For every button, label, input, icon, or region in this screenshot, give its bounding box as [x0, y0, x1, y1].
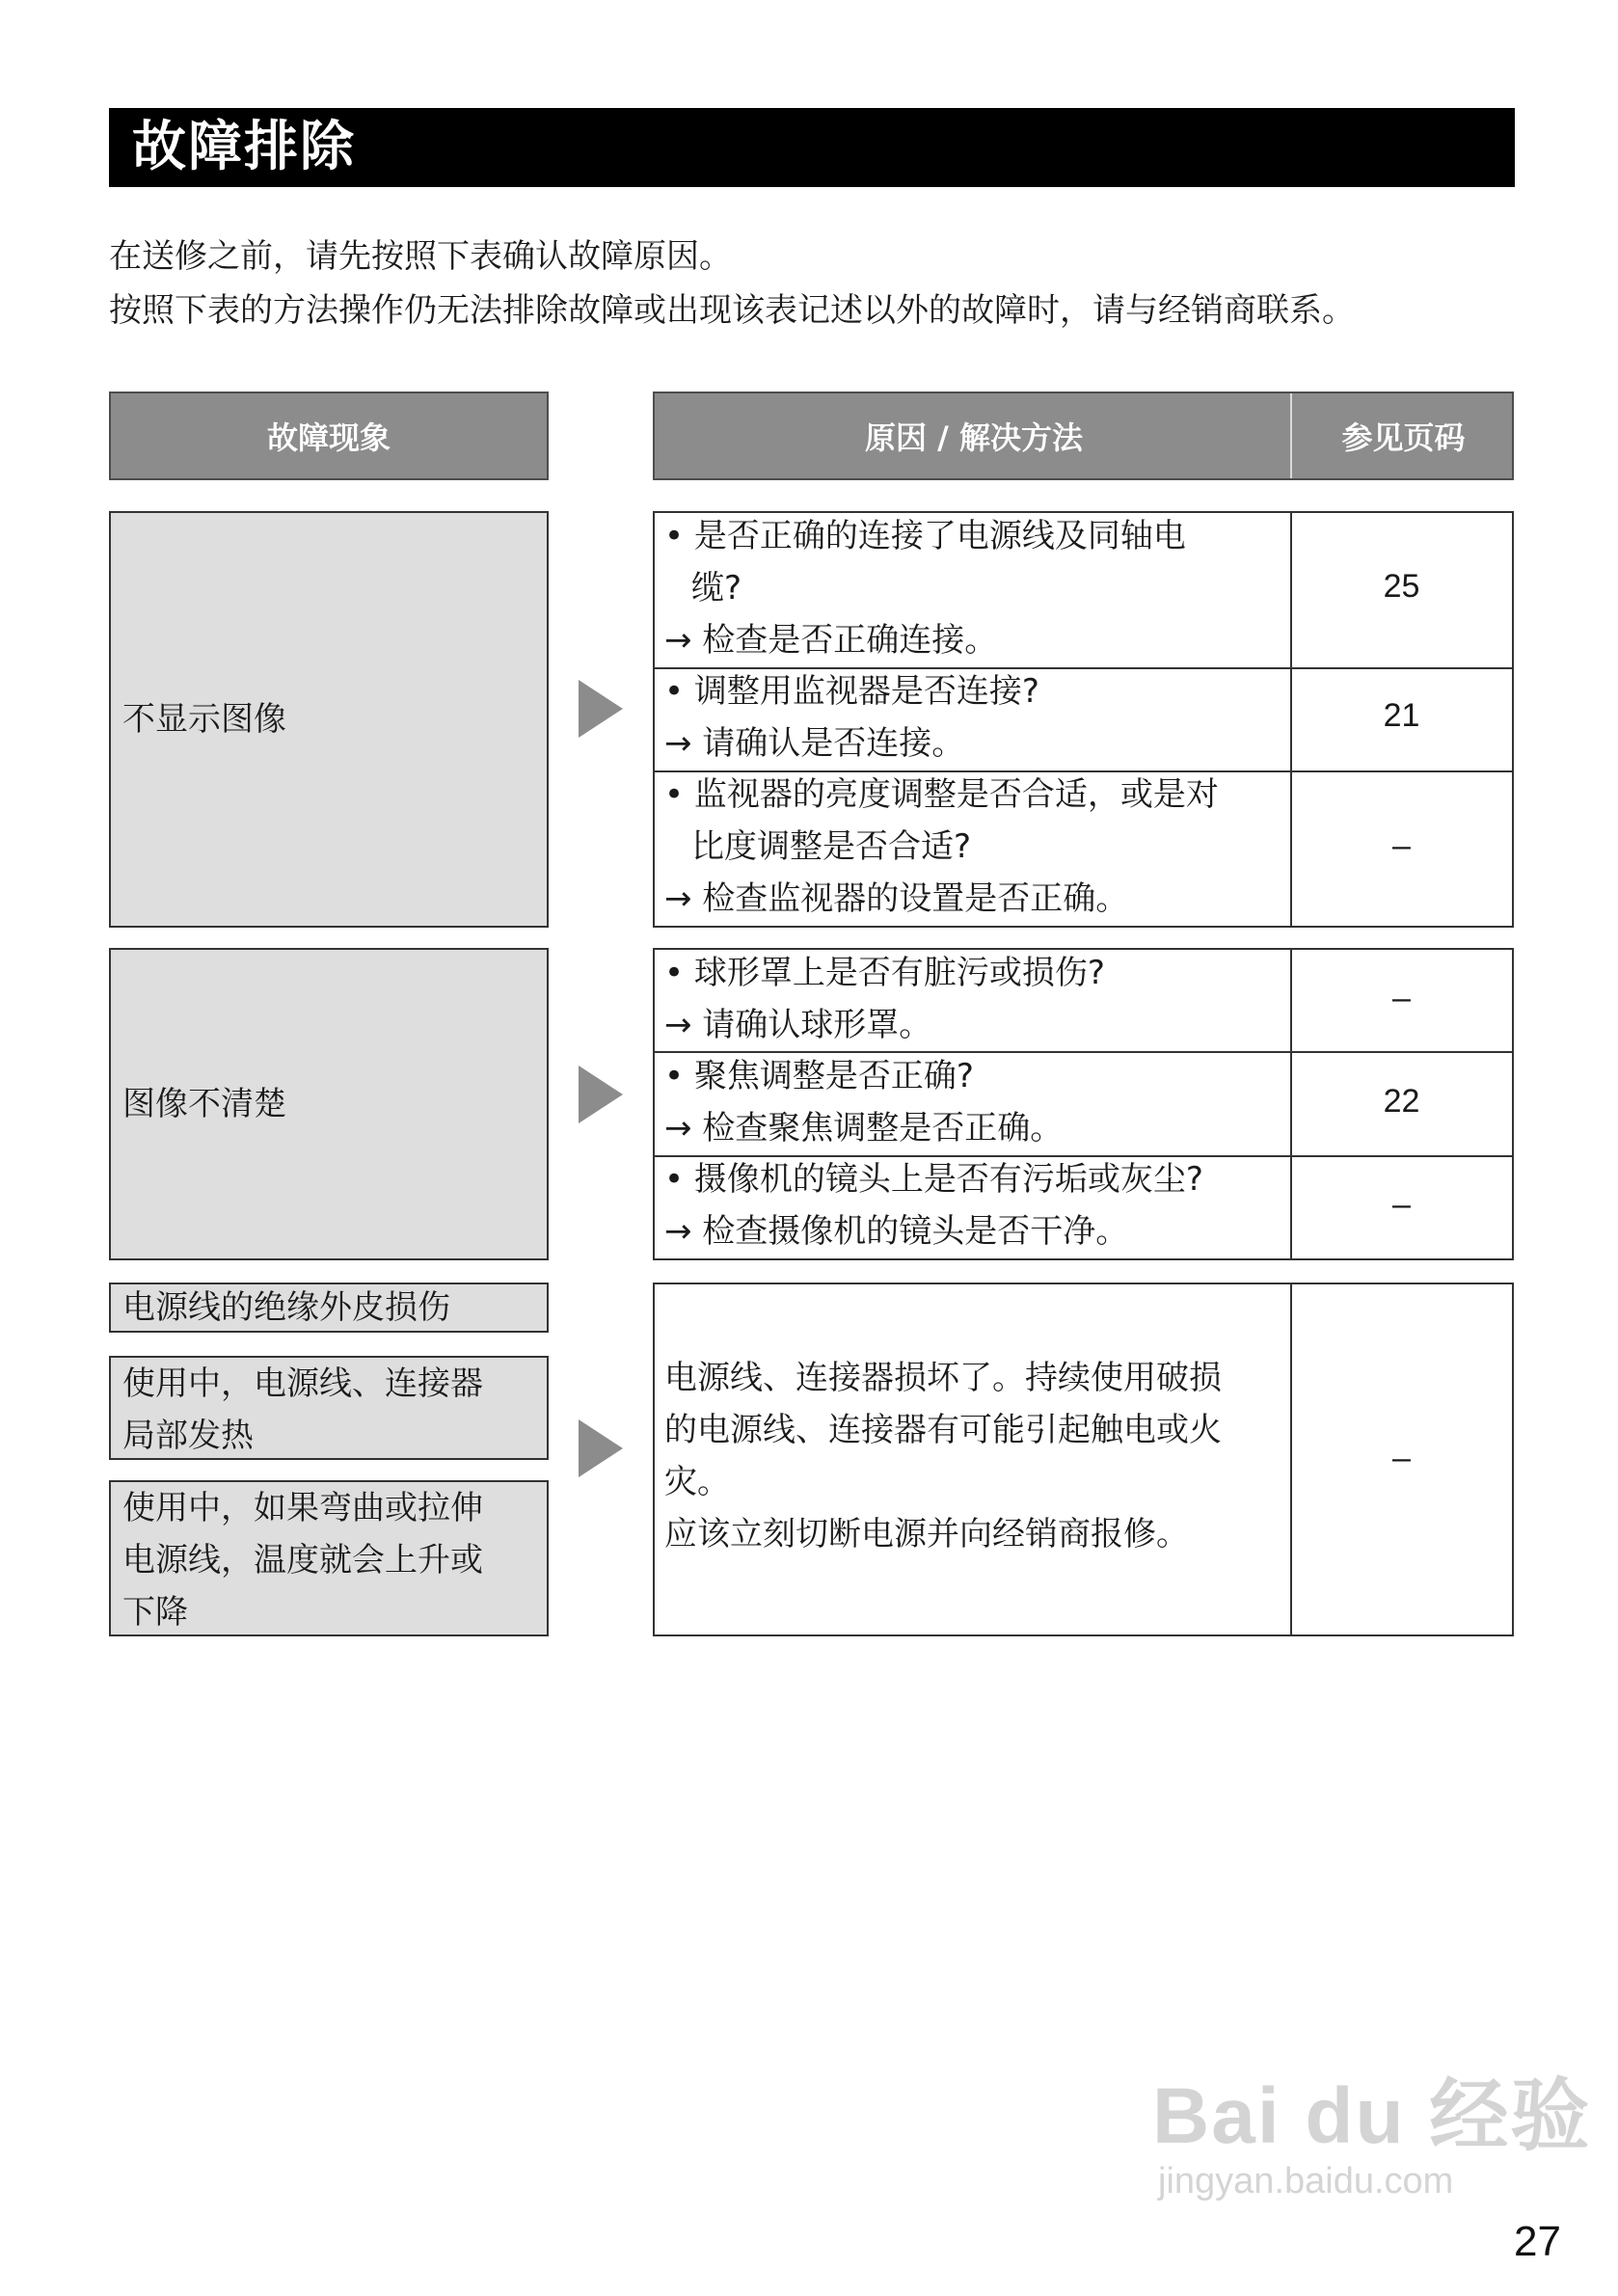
- cause-line: • 球形罩上是否有脏污或损伤?: [664, 954, 1105, 992]
- watermark: [1152, 2073, 1591, 2202]
- cause-line: → 请确认是否连接。: [664, 724, 965, 763]
- cause-line: 比度调整是否合适?: [691, 827, 972, 866]
- watermark-brand: Bai du 经验: [1152, 2072, 1592, 2160]
- cause-line: → 请确认球形罩。: [664, 1006, 932, 1044]
- symptom-cable-damage: [109, 1283, 549, 1333]
- cause-line: 电源线、连接器损坏了。持续使用破损: [664, 1359, 1222, 1397]
- cause-row: [664, 665, 1039, 770]
- page-reference: 22: [1383, 1083, 1420, 1120]
- cause-line: 应该立刻切断电源并向经销商报修。: [664, 1515, 1189, 1553]
- cause-line: • 调整用监视器是否连接?: [664, 672, 1039, 711]
- header-divider: [1290, 393, 1292, 478]
- symptom-local-heat: [109, 1356, 549, 1460]
- symptom-line: 局部发热: [122, 1417, 254, 1455]
- cause-line: • 监视器的亮度调整是否合适，或是对: [664, 775, 1219, 814]
- cause-row: [664, 510, 1186, 666]
- page-reference: –: [1392, 980, 1411, 1016]
- symptom-line: 电源线，温度就会上升或: [122, 1541, 483, 1580]
- page-reference: 25: [1383, 568, 1420, 605]
- watermark-url: jingyan.baidu.com: [1158, 2161, 1454, 2201]
- symptom-blurry-image: [109, 948, 549, 1260]
- header-cause: 原因 / 解决方法: [865, 419, 1083, 456]
- cause-power: [664, 1352, 1222, 1560]
- header-cause-box: [653, 392, 1514, 480]
- cause-line: 的电源线、连接器有可能引起触电或火: [664, 1411, 1222, 1449]
- symptom-line: 下降: [122, 1593, 188, 1632]
- cause-row: [664, 947, 1105, 1051]
- cause-line: 缆?: [691, 569, 742, 608]
- symptom-line: 使用中，如果弯曲或拉伸: [122, 1489, 483, 1527]
- cause-line: → 检查摄像机的镜头是否干净。: [664, 1212, 1129, 1251]
- intro-line-1: 在送修之前，请先按照下表确认故障原因。: [109, 237, 732, 276]
- symptom-temperature-change: [109, 1480, 549, 1636]
- symptom-no-image: [109, 511, 549, 928]
- header-symptom: 故障现象: [109, 392, 549, 480]
- intro-line-2: 按照下表的方法操作仍无法排除故障或出现该表记述以外的故障时，请与经销商联系。: [109, 291, 1355, 330]
- cause-line: • 聚焦调整是否正确?: [664, 1057, 974, 1095]
- cause-row: [664, 1050, 1063, 1154]
- cause-line: • 摄像机的镜头上是否有污垢或灰尘?: [664, 1160, 1203, 1199]
- symptom-blurry-image-label: 图像不清楚: [122, 1085, 286, 1123]
- arrow-right-icon: [579, 680, 623, 738]
- page-reference: –: [1392, 827, 1411, 864]
- cause-line: → 检查监视器的设置是否正确。: [664, 879, 1129, 918]
- page-reference: –: [1392, 1440, 1411, 1476]
- page-reference: 21: [1383, 697, 1420, 734]
- cause-row: [664, 769, 1219, 925]
- arrow-right-icon: [579, 1419, 623, 1477]
- page-title: 故障排除: [109, 108, 1515, 187]
- symptom-no-image-label: 不显示图像: [122, 700, 286, 739]
- cause-line: • 是否正确的连接了电源线及同轴电: [664, 517, 1186, 555]
- header-page: 参见页码: [1341, 419, 1466, 456]
- page-number: 27: [1514, 2218, 1561, 2265]
- arrow-right-icon: [579, 1066, 623, 1123]
- cause-row: [664, 1153, 1203, 1257]
- symptom-line: 使用中，电源线、连接器: [122, 1364, 483, 1403]
- symptom-line: 电源线的绝缘外皮损伤: [122, 1288, 450, 1327]
- cause-line: → 检查聚焦调整是否正确。: [664, 1109, 1064, 1148]
- page-reference: –: [1392, 1186, 1411, 1223]
- cause-line: 灾。: [664, 1463, 730, 1501]
- cause-line: → 检查是否正确连接。: [664, 621, 998, 660]
